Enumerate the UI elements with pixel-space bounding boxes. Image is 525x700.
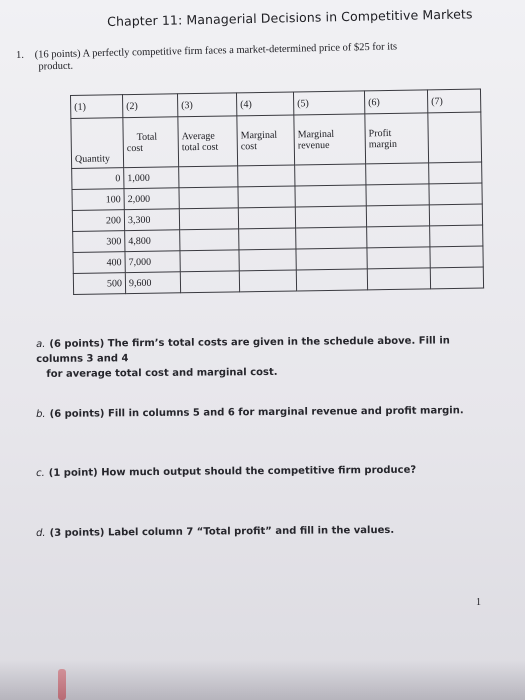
blank-cell xyxy=(430,225,483,247)
blank-cell xyxy=(295,164,366,186)
column-number: (3) xyxy=(177,93,236,117)
question-label: c. xyxy=(36,467,45,479)
column-label-marginal-cost: Marginal cost xyxy=(237,115,295,166)
blank-cell xyxy=(429,183,482,205)
problem-number: 1. xyxy=(16,49,25,61)
column-label-quantity: Quantity xyxy=(71,118,124,169)
question-text-line1: (6 points) Fill in columns 5 and 6 for marginal revenue and profit margin. xyxy=(49,405,464,420)
total-cost-cell: 9,600 xyxy=(125,272,180,294)
red-pen-mark xyxy=(58,669,66,700)
total-cost-cell: 3,300 xyxy=(124,209,179,231)
blank-cell xyxy=(430,246,483,268)
total-cost-cell: 2,000 xyxy=(124,188,179,210)
blank-cell xyxy=(296,248,367,270)
total-cost-cell: 4,800 xyxy=(125,230,180,252)
column-label-average-total-cost: Average total cost xyxy=(178,116,238,167)
blank-cell xyxy=(239,249,296,271)
quantity-cell: 0 xyxy=(72,168,124,190)
question-text-line1: (3 points) Label column 7 “Total profit” and fill in the values. xyxy=(49,524,395,539)
blank-cell xyxy=(179,166,238,188)
blank-cell xyxy=(367,247,430,269)
quantity-cell: 200 xyxy=(72,210,124,232)
blank-cell xyxy=(238,186,295,208)
blank-cell xyxy=(430,267,483,289)
quantity-cell: 100 xyxy=(72,189,124,211)
chapter-title: Chapter 11: Managerial Decisions in Competitive Markets xyxy=(107,6,473,29)
blank-cell xyxy=(366,184,429,206)
question-label: a. xyxy=(36,338,46,350)
problem-text-line2: product. xyxy=(38,60,74,73)
blank-cell xyxy=(366,205,429,227)
problem-statement xyxy=(16,40,446,74)
column-number: (2) xyxy=(123,94,178,118)
blank-cell xyxy=(429,204,482,226)
question-text-line2: for average total cost and marginal cost. xyxy=(46,366,278,380)
column-label-total-cost: Total cost xyxy=(123,117,179,168)
blank-cell xyxy=(429,162,482,184)
column-label-row xyxy=(71,112,482,168)
blank-cell xyxy=(239,270,296,292)
question-label: d. xyxy=(36,527,46,539)
quantity-cell: 500 xyxy=(73,273,125,295)
question-text-line1: (1 point) How much output should the competitive firm produce? xyxy=(48,464,417,479)
column-number: (1) xyxy=(71,95,123,119)
blank-cell xyxy=(180,271,239,293)
desk-shadow xyxy=(0,660,525,700)
blank-cell xyxy=(179,208,238,230)
quantity-cell: 400 xyxy=(73,252,125,274)
question-text-line1: (6 points) The firm’s total costs are given in the schedule above. Fill in columns 3 and 4 xyxy=(36,335,450,365)
blank-cell xyxy=(296,227,367,249)
column-label-marginal-revenue: Marginal revenue xyxy=(294,114,366,165)
blank-cell xyxy=(238,207,295,229)
total-cost-cell: 7,000 xyxy=(125,251,180,273)
column-number: (5) xyxy=(293,91,364,115)
column-label-blank xyxy=(428,112,482,163)
column-number: (6) xyxy=(364,90,427,114)
blank-cell xyxy=(367,226,430,248)
blank-cell xyxy=(295,185,366,207)
column-number: (4) xyxy=(236,92,293,116)
blank-cell xyxy=(179,187,238,209)
blank-cell xyxy=(296,269,367,291)
column-label-profit-margin: Profit margin xyxy=(365,113,429,164)
question-a xyxy=(36,333,486,382)
quantity-cell: 300 xyxy=(73,231,125,253)
question-b xyxy=(36,403,486,422)
blank-cell xyxy=(295,206,366,228)
page-number: 1 xyxy=(476,597,481,608)
question-c xyxy=(36,462,486,481)
blank-cell xyxy=(180,229,239,251)
cost-schedule-table xyxy=(70,89,484,295)
blank-cell xyxy=(367,268,430,290)
problem-text-line1: (16 points) A perfectly competitive firm faces a market-determined price of $25 for its xyxy=(34,41,398,61)
blank-cell xyxy=(180,250,239,272)
question-label: b. xyxy=(36,408,46,420)
blank-cell xyxy=(239,228,296,250)
column-number: (7) xyxy=(427,89,480,113)
total-cost-cell: 1,000 xyxy=(124,167,179,189)
blank-cell xyxy=(238,165,295,187)
blank-cell xyxy=(366,163,429,185)
question-d xyxy=(36,522,486,541)
